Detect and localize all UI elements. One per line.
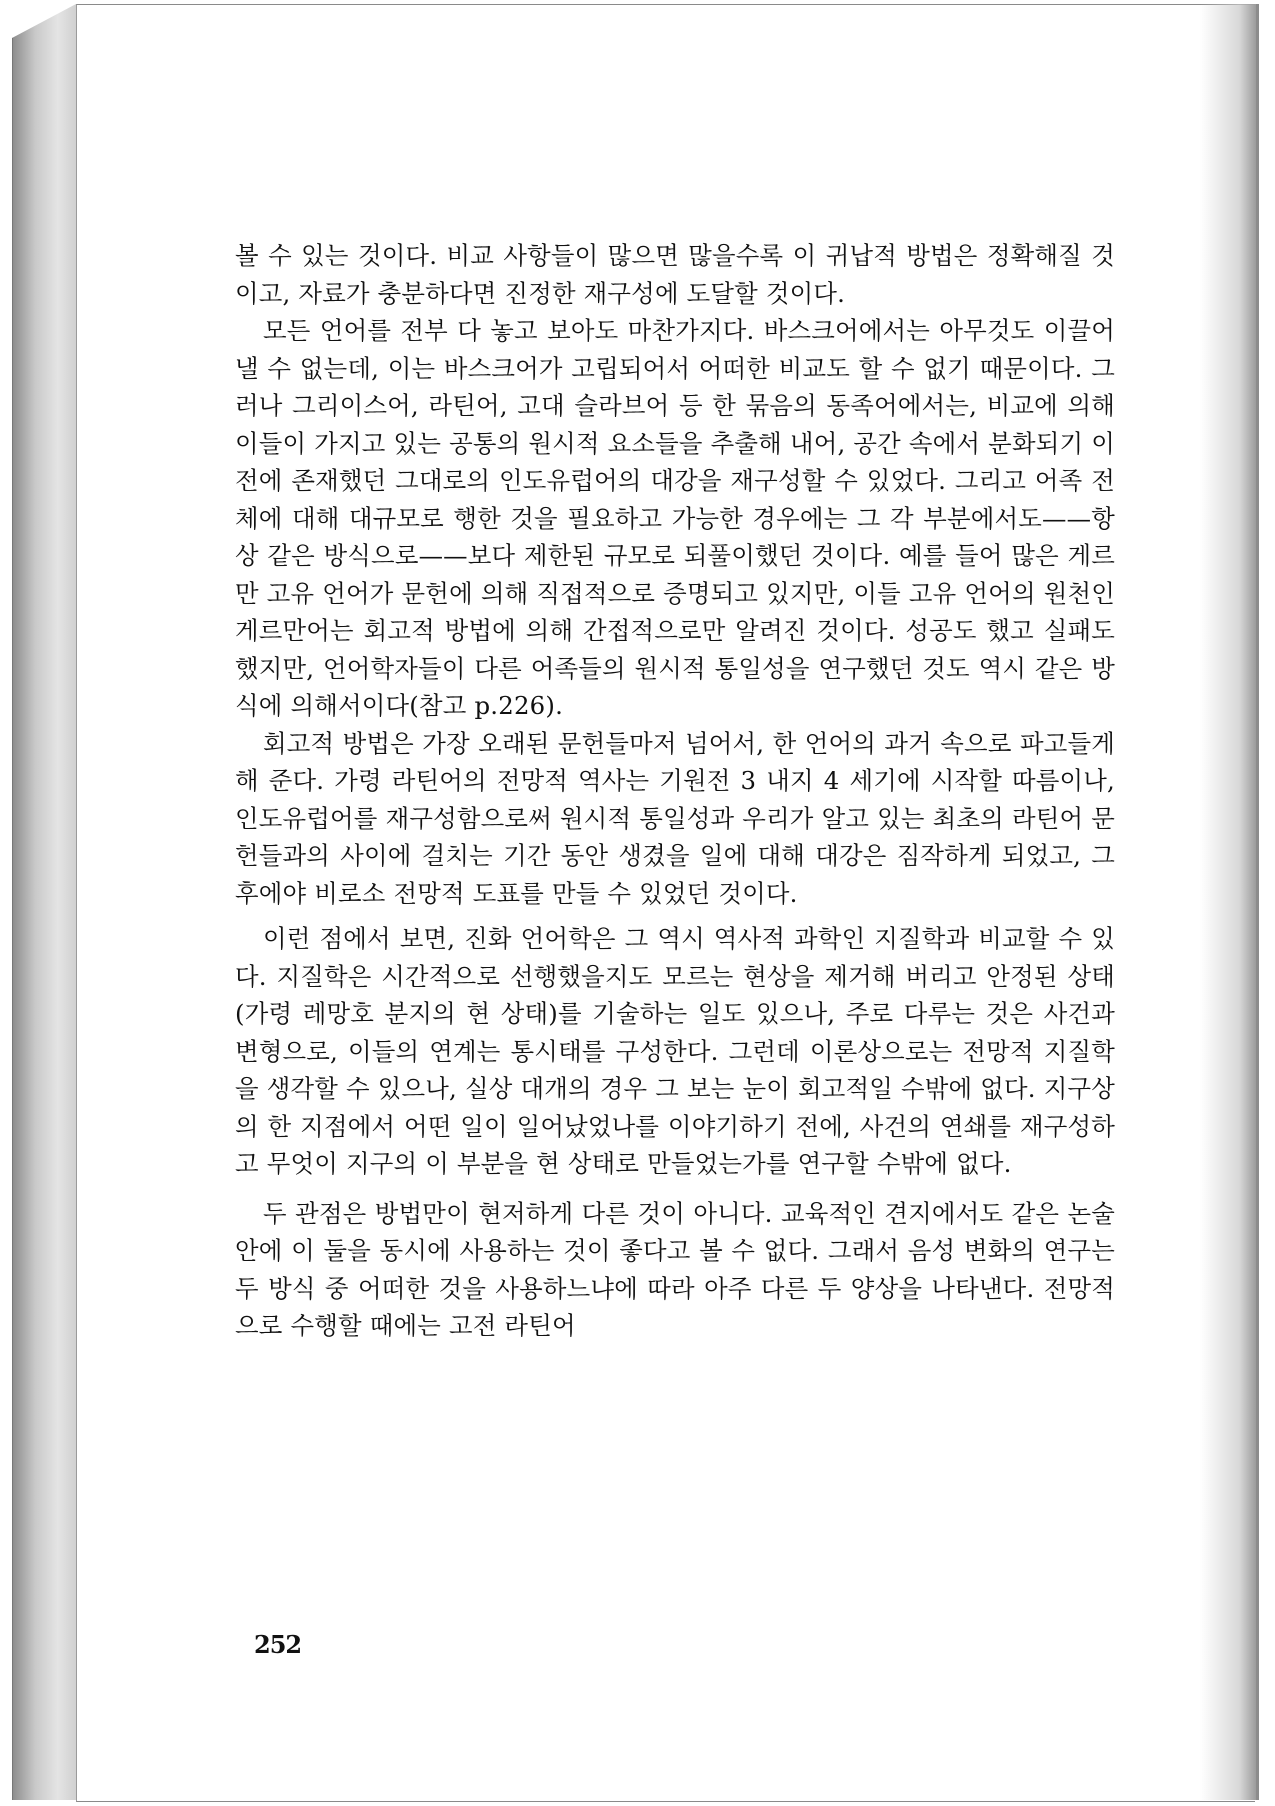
page-edge xyxy=(1256,4,1259,1800)
book-spine xyxy=(12,4,77,1800)
paragraph: 두 관점은 방법만이 현저하게 다른 것이 아니다. 교육적인 견지에서도 같은 논술 안에 이 둘을 동시에 사용하는 것이 좋다고 볼 수 없다. 그래서 음성 변화의 연구는 두 방식 중 어떠한 것을 사용하느냐에 따라 아주 다른 두 양상을 나타낸다. 전망적으로 수행할 때에는 고전 라틴어 xyxy=(235,1198,1115,1340)
body-text xyxy=(235,237,1115,1345)
paragraph: 모든 언어를 전부 다 놓고 보아도 마찬가지다. 바스크어에서는 아무것도 이끌어 낼 수 없는데, 이는 바스크어가 고립되어서 어떠한 비교도 할 수 없기 때문이다. 그러나 그리이스어, 라틴어, 고대 슬라브어 등 한 묶음의 동족어에서는, 비교에 의해 이들이 가지고 있는 공통의 원시적 요소들을 추출해 내어, 공간 속에서 분화되기 이전에 존재했던 그대로의 인도유럽어의 대강을 재구성할 수 있었다. 그리고 어족 전체에 대해 대규모로 행한 것을 필요하고 가능한 경우에는 그 각 부분에서도——항상 같은 방식으로——보다 제한된 규모로 되풀이했던 것이다. 예를 들어 많은 게르만 고유 언어가 문헌에 의해 직접적으로 증명되고 있지만, 이들 고유 언어의 원천인 게르만어는 회고적 방법에 의해 간접적으로만 알려진 것이다. 성공도 했고 실패도 했지만, 언어학자들이 다른 어족들의 원시적 통일성을 연구했던 것도 역시 같은 방식에 의해서이다(참고 p.226). xyxy=(235,316,1115,720)
page-number: 252 xyxy=(254,1630,302,1659)
page-curl-shadow xyxy=(1200,4,1256,1800)
paragraph: 볼 수 있는 것이다. 비교 사항들이 많으면 많을수록 이 귀납적 방법은 정확해질 것이고, 자료가 충분하다면 진정한 재구성에 도달할 것이다. xyxy=(235,241,1115,308)
paragraph: 이런 점에서 보면, 진화 언어학은 그 역시 역사적 과학인 지질학과 비교할 수 있다. 지질학은 시간적으로 선행했을지도 모르는 현상을 제거해 버리고 안정된 상태(가령 레망호 분지의 현 상태)를 기술하는 일도 있으나, 주로 다루는 것은 사건과 변형으로, 이들의 연계는 통시태를 구성한다. 그런데 이론상으로는 전망적 지질학을 생각할 수 있으나, 실상 대개의 경우 그 보는 눈이 회고적일 수밖에 없다. 지구상의 한 지점에서 어떤 일이 일어났었나를 이야기하기 전에, 사건의 연쇄를 재구성하고 무엇이 지구의 이 부분을 현 상태로 만들었는가를 연구할 수밖에 없다. xyxy=(235,924,1115,1178)
paragraph: 회고적 방법은 가장 오래된 문헌들마저 넘어서, 한 언어의 과거 속으로 파고들게 해 준다. 가령 라틴어의 전망적 역사는 기원전 3 내지 4 세기에 시작할 따름이나, 인도유럽어를 재구성함으로써 원시적 통일성과 우리가 알고 있는 최초의 라틴어 문헌들과의 사이에 걸치는 기간 동안 생겼을 일에 대해 대강은 짐작하게 되었고, 그 후에야 비로소 전망적 도표를 만들 수 있었던 것이다. xyxy=(235,728,1115,908)
